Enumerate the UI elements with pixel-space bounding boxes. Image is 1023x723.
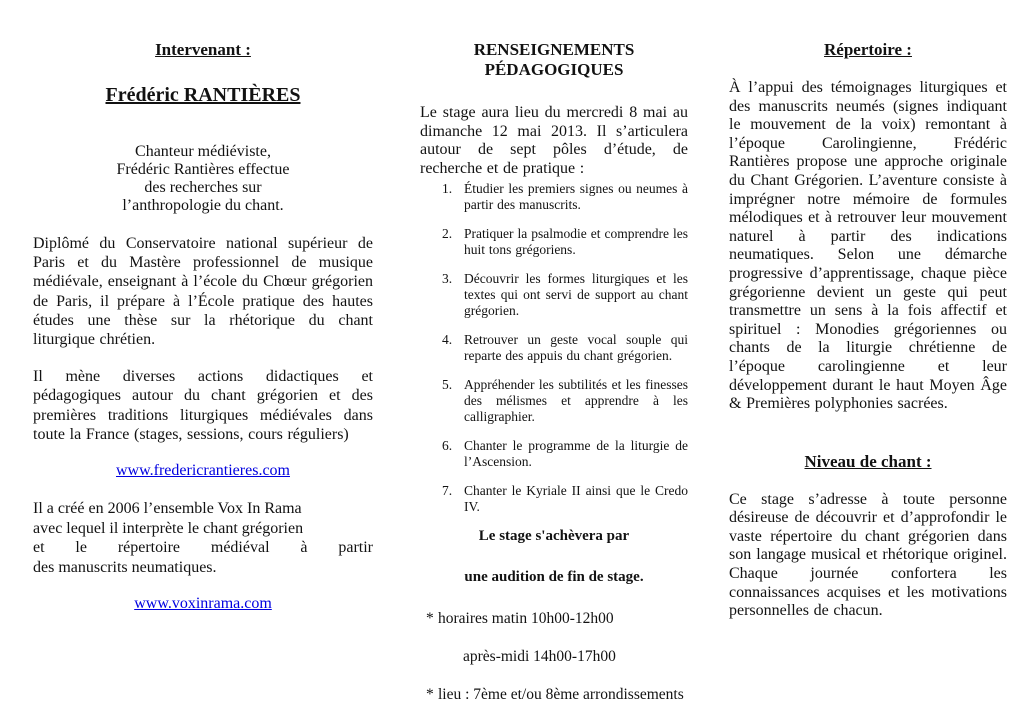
closing-bold-line-1: Le stage s'achèvera par — [478, 528, 630, 545]
panel-intervenant — [33, 0, 373, 613]
intervenant-heading: Intervenant : — [155, 40, 251, 59]
note-text: lieu : 7ème et/ou 8ème arrondissements — [438, 686, 684, 704]
bio-line: avec lequel il interprète le chant grégorien — [33, 519, 304, 537]
intro-line: des recherches sur — [144, 179, 262, 196]
bio-paragraph-3 — [33, 499, 373, 577]
link-line-1 — [33, 461, 373, 480]
stage-intro-paragraph: Le stage aura lieu du mercredi 8 mai au dimanche 12 mai 2013. Il s’articulera autour de sept pôles d’étude, de recherche et de pratique : — [420, 104, 688, 177]
bio-paragraph-1: Diplômé du Conservatoire national supérieur de Paris et du Mastère professionnel de musique médiévale, enseignant à l’école du Chœur grégorien de Paris, il prépare à l’École pratique des hautes études une thèse sur la rhétorique du chant liturgique chrétien. — [33, 235, 373, 349]
bio-line: Il a créé en 2006 l’ensemble Vox In Rama — [33, 500, 302, 518]
practical-notes — [420, 609, 688, 704]
closing-bold-line-2: une audition de fin de stage. — [464, 569, 644, 586]
niveau-de-chant-paragraph: Ce stage s’adresse à toute personne désireuse de découvrir et d’approfondir le vaste répertoire du chant grégorien dans son langage musical et rhétorique originel. Chaque journée confortera les connaissances acquises et les motivations personnelles de chacun. — [729, 490, 1007, 620]
niveau-de-chant-heading: Niveau de chant : — [804, 451, 932, 471]
intro-line: Chanteur médiéviste, — [135, 143, 271, 160]
note-apres-midi — [420, 647, 688, 666]
asterisk-bullet: * — [426, 686, 434, 704]
study-point-item: Appréhender les subtilités et les finesses des mélismes et apprendre à les calligraphier. — [464, 377, 688, 425]
repertoire-paragraph: À l’appui des témoignages liturgiques et des manuscrits neumés (signes indiquant le mouvement de la voix) remontant à l’époque Carolingienne, Frédéric Rantières propose une approche originale du Chant Grégorien. L’aventure consiste à imprégner notre mémoire de formules mélodiques et à retrouver leur mouvement naturel à partir des indications neumatiques. Selon une démarche progressive d’apprentissage, chaque pièce grégorienne devient un geste qui peut transmettre un sens à la fois affectif et spirituel : Monodies grégoriennes ou chants de la liturgie chrétienne de l’époque carolingienne et leur développement durant le haut Moyen Âge & Premières polyphonies sacrées. — [729, 79, 1007, 413]
bio-line: des manuscrits neumatiques. — [33, 558, 217, 576]
panel-repertoire — [729, 0, 1007, 621]
study-point-item: Retrouver un geste vocal souple qui reparte des appuis du chant grégorien. — [464, 332, 688, 364]
note-lieu — [420, 685, 688, 704]
study-point-item: Pratiquer la psalmodie et comprendre les huit tons grégoriens. — [464, 226, 688, 258]
bio-paragraph-2: Il mène diverses actions didactiques et pédagogiques autour du chant grégorien et des premières traditions liturgiques médiévales dans toute la France (stages, sessions, cours réguliers) — [33, 368, 373, 443]
study-point-item: Découvrir les formes liturgiques et les textes qui ont servi de support au chant grégorien. — [464, 271, 688, 319]
study-points-list — [420, 181, 688, 515]
note-text: horaires matin 10h00-12h00 — [438, 610, 614, 628]
intro-line: Frédéric Rantières effectue — [116, 161, 290, 178]
repertoire-heading: Répertoire : — [824, 40, 912, 59]
intervenant-intro — [33, 143, 373, 215]
intervenant-name: Frédéric RANTIÈRES — [105, 84, 301, 106]
link-line-2 — [33, 594, 373, 613]
intro-line: l’anthropologie du chant. — [122, 197, 284, 214]
note-horaires — [420, 609, 688, 628]
study-point-item: Chanter le programme de la liturgie de l’Ascension. — [464, 438, 688, 470]
study-point-item: Chanter le Kyriale II ainsi que le Credo IV. — [464, 483, 688, 515]
panel-renseignements — [420, 0, 688, 723]
bio-line: et le répertoire médiéval à partir — [33, 539, 373, 557]
note-text: après-midi 14h00-17h00 — [463, 648, 616, 666]
asterisk-bullet: * — [426, 610, 434, 628]
fredericrantieres-link[interactable]: www.fredericrantieres.com — [116, 462, 290, 480]
study-point-item: Étudier les premiers signes ou neumes à partir des manuscrits. — [464, 181, 688, 213]
voxinrama-link[interactable]: www.voxinrama.com — [134, 595, 272, 613]
renseignements-heading: RENSEIGNEMENTS PÉDAGOGIQUES — [473, 40, 635, 79]
